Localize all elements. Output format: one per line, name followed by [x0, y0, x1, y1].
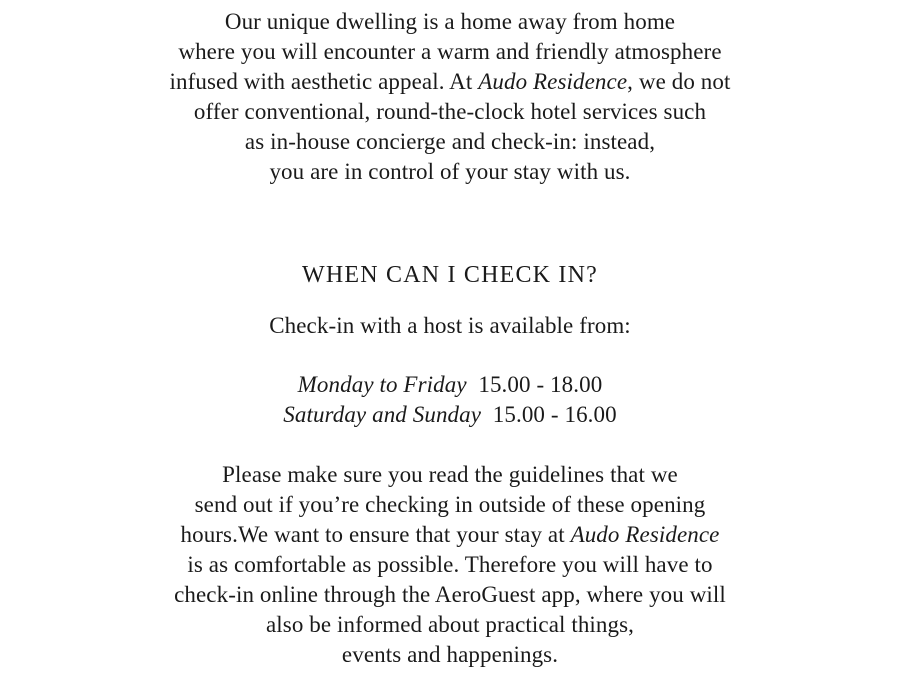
hours-row [0, 400, 900, 430]
brand-name-emphasis: Audo Residence [570, 522, 720, 547]
intro-line: where you will encounter a warm and friendly atmosphere [178, 39, 722, 64]
intro-line: Our unique dwelling is a home away from home [224, 9, 676, 34]
brand-name-emphasis: Audo Residence [478, 69, 628, 94]
guidelines-line: events and happenings. [341, 642, 559, 667]
availability-line: Check-in with a host is available from: [269, 313, 631, 338]
intro-line: offer conventional, round-the-clock hotel services such [193, 99, 707, 124]
guidelines-line: is as comfortable as possible. Therefore you will have to [187, 552, 713, 577]
hours-row [0, 370, 900, 400]
intro-paragraph [0, 7, 900, 187]
guidelines-line: Please make sure you read the guidelines that we [222, 462, 678, 487]
intro-line-text: infused with aesthetic appeal. At [169, 69, 479, 94]
hours-time: 15.00 - 16.00 [492, 402, 617, 427]
checkin-hours [0, 370, 900, 430]
hours-time: 15.00 - 18.00 [478, 372, 603, 397]
hours-days: Monday to Friday [297, 372, 467, 397]
guidelines-paragraph [0, 460, 900, 670]
hours-days: Saturday and Sunday [283, 402, 482, 427]
guidelines-line: send out if you’re checking in outside of these opening [194, 492, 706, 517]
checkin-availability-text [0, 311, 900, 341]
guidelines-line-text: hours.We want to ensure that your stay at [180, 522, 571, 547]
guidelines-line: also be informed about practical things, [265, 612, 635, 637]
intro-line-text: , we do not [627, 69, 731, 94]
guidelines-line [0, 520, 900, 550]
intro-line: you are in control of your stay with us. [269, 159, 631, 184]
checkin-heading: WHEN CAN I CHECK IN? [302, 262, 598, 288]
intro-line [0, 67, 900, 97]
intro-line: as in-house concierge and check-in: instead, [244, 129, 656, 154]
guidelines-line: check-in online through the AeroGuest app, where you will [174, 582, 726, 607]
